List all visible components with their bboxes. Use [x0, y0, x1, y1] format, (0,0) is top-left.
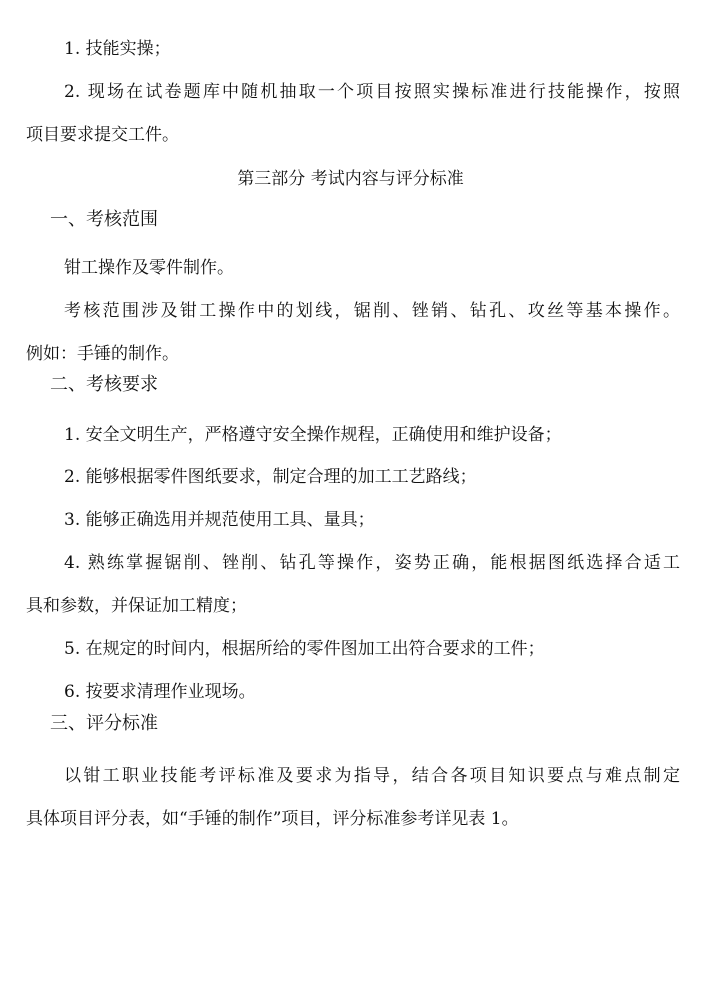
- scoring-paragraph-b: 具体项目评分表，如“手锤的制作”项目，评分标准参考详见表 1。: [26, 809, 519, 829]
- requirement-item-4a: 4. 熟练掌握锯削、锉削、钻孔等操作，姿势正确，能根据图纸选择合适工: [64, 553, 680, 573]
- requirement-item-4b: 具和参数，并保证加工精度；: [26, 596, 247, 616]
- requirement-item-1: 1. 安全文明生产，严格遵守安全操作规程，正确使用和维护设备；: [64, 425, 562, 445]
- requirement-item-3: 3. 能够正确选用并规范使用工具、量具；: [64, 510, 375, 530]
- scope-paragraph-2a: 考核范围涉及钳工操作中的划线，锯削、锉销、钻孔、攻丝等基本操作。: [64, 301, 680, 321]
- part-title: 第三部分 考试内容与评分标准: [237, 169, 464, 189]
- intro-line-1: 1. 技能实操；: [64, 39, 171, 59]
- scoring-paragraph-a: 以钳工职业技能考评标准及要求为指导，结合各项目知识要点与难点制定: [64, 766, 680, 786]
- section-heading-scope: 一、考核范围: [50, 209, 158, 230]
- scope-paragraph-1: 钳工操作及零件制作。: [64, 258, 234, 278]
- requirement-item-5: 5. 在规定的时间内，根据所给的零件图加工出符合要求的工件；: [64, 639, 545, 659]
- intro-line-2a: 2. 现场在试卷题库中随机抽取一个项目按照实操标准进行技能操作，按照: [64, 82, 680, 102]
- requirement-item-2: 2. 能够根据零件图纸要求，制定合理的加工工艺路线；: [64, 467, 477, 487]
- section-heading-requirements: 二、考核要求: [50, 374, 158, 395]
- requirement-item-6: 6. 按要求清理作业现场。: [64, 682, 256, 702]
- scope-paragraph-2b: 例如：手锤的制作。: [26, 344, 179, 364]
- section-heading-scoring: 三、评分标准: [50, 713, 158, 734]
- intro-line-2b: 项目要求提交工件。: [26, 125, 179, 145]
